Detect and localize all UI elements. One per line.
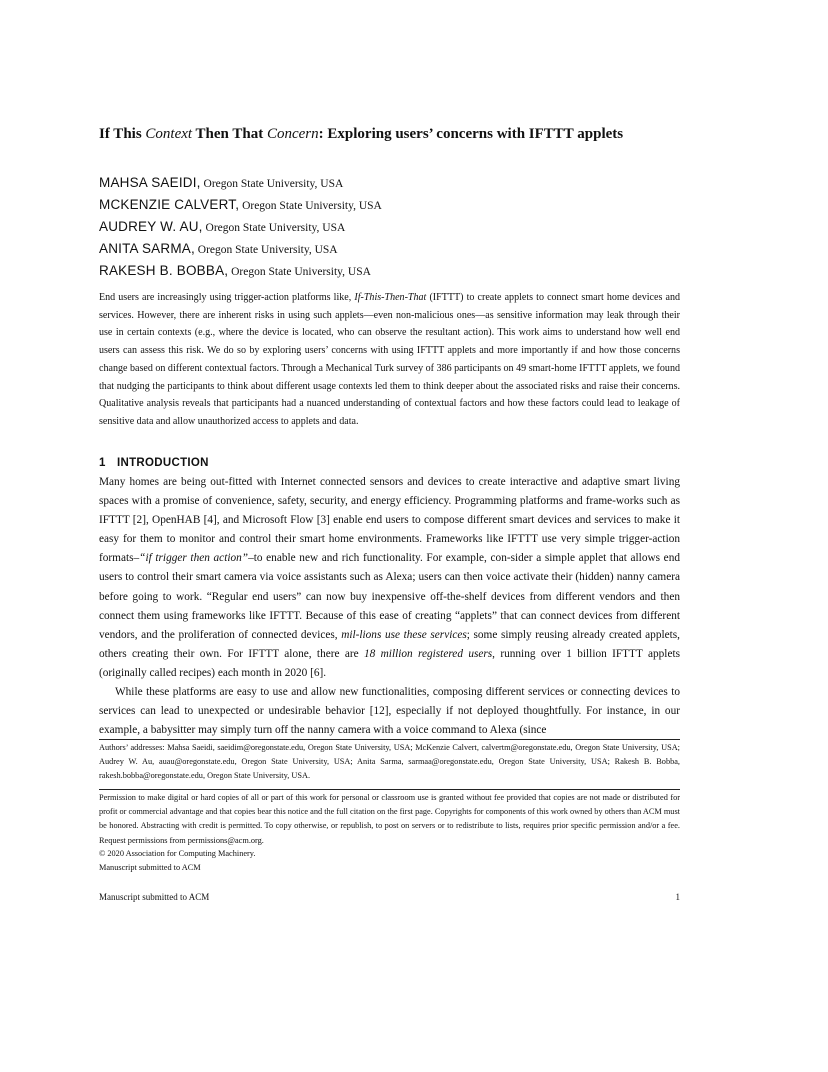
- title-emphasis-concern: Concern: [266, 126, 319, 142]
- body-paragraph: [99, 473, 680, 683]
- body-text-run: Many homes are being out-fitted with Internet connected sensors and devices to create interactive and adaptive smart living spaces with a promise of convenience, safety, security, and energy efficiency. Programming platforms and frame-works such as IFTTT [2], OpenHAB [4], and Microsoft Flow [3] enable end users to compose different smart devices and services to make it easy for them to monitor and control their smart home environments. Frameworks like IFTTT use very simple trigger-action formats–: [99, 476, 680, 565]
- author-list: [99, 172, 680, 282]
- body-emphasis: mil-lions use these services: [341, 628, 467, 641]
- author-affiliation: Oregon State University, USA: [194, 244, 338, 256]
- author-addresses-footnote: Authors’ addresses: Mahsa Saeidi, saeidim@oregonstate.edu, Oregon State University, USA; McKenzie Calvert, calvertm@oregonstate.edu, Oregon State University, USA; Audrey W. Au, auau@oregonstate.edu, Oregon State University, USA; Anita Sarma, sarmaa@oregonstate.edu, Oregon State University, USA; Rakesh B. Bobba, rakesh.bobba@oregonstate.edu, Oregon State University, USA.: [99, 743, 680, 781]
- author-entry: [99, 238, 680, 260]
- copyright-notice: © 2020 Association for Computing Machinery.: [99, 849, 256, 858]
- body-emphasis: “if trigger then action”: [139, 552, 249, 565]
- page-footer: [99, 890, 680, 904]
- section-heading: [99, 455, 209, 471]
- abstract-emphasis: If-This-Then-That: [354, 292, 427, 303]
- author-affiliation: Oregon State University, USA: [239, 200, 382, 212]
- paper-title: [99, 124, 680, 144]
- section-title: INTRODUCTION: [117, 457, 209, 469]
- footnote-divider: [99, 739, 680, 740]
- author-affiliation: Oregon State University, USA: [228, 266, 371, 278]
- body-text-run: , running over 1 billion IFTTT applets (originally called recipes) each month in 2020 [6].: [99, 647, 680, 679]
- author-entry: [99, 172, 680, 194]
- title-part-1: If This: [99, 126, 146, 142]
- author-entry: [99, 194, 680, 216]
- author-name: ANITA SARMA,: [99, 241, 195, 256]
- body-text-run: ; some simply reusing already created applets, others creating their own. For IFTTT alone, there are: [99, 628, 680, 660]
- author-name: AUDREY W. AU,: [99, 219, 203, 234]
- title-part-3: Then That: [192, 126, 267, 142]
- abstract-text: (IFTTT) to create applets to connect smart home devices and services. However, there are inherent risks in using such applets—even non-malicious ones—as sensitive information may leak through their use in certain contexts (e.g., where the device is located, who can observe the resultant action). This work aims to understand how well end users can assess this risk. We do so by exploring users’ concerns with using IFTTT applets and more importantly if and how those concerns change based on different contextual factors. Through a Mechanical Turk survey of 386 participants on 49 smart-home IFTTT applets, we found that nudging the participants to think about different usage contexts led them to think deeper about the associated risks and raise their concerns. Qualitative analysis reveals that participants had a nuanced understanding of contextual factors and how these factors could lead to leakage of sensitive data and allow unauthorized access to applets and data.: [99, 292, 680, 427]
- abstract: [99, 289, 680, 431]
- author-name: MCKENZIE CALVERT,: [99, 197, 240, 212]
- footer-left-text: Manuscript submitted to ACM: [99, 892, 210, 902]
- title-part-5: : Exploring users’ concerns with IFTTT applets: [318, 126, 624, 142]
- author-affiliation: Oregon State University, USA: [202, 222, 346, 234]
- introduction-body: [99, 473, 680, 740]
- author-entry: [99, 216, 680, 238]
- author-name: MAHSA SAEIDI,: [99, 175, 201, 190]
- author-affiliation: Oregon State University, USA: [200, 178, 344, 190]
- page-number: 1: [675, 892, 680, 902]
- permission-notice: Permission to make digital or hard copies of all or part of this work for personal or classroom use is granted without fee provided that copies are not made or distributed for profit or commercial advantage and that copies bear this notice and the full citation on the first page. Copyrights for components of this work owned by others than ACM must be honored. Abstracting with credit is permitted. To copy otherwise, or republish, to post on servers or to redistribute to lists, requires prior specific permission and/or a fee. Request permissions from permissions@acm.org.: [99, 793, 680, 845]
- body-paragraph: While these platforms are easy to use and allow new functionalities, composing different services or connecting devices to services can lead to unexpected or undesirable behavior [12], especially if not deployed thoughtfully. For instance, in our example, a babysitter may simply turn off the nanny camera with a voice command to Alexa (since: [99, 686, 680, 737]
- abstract-text: End users are increasingly using trigger-action platforms like,: [99, 292, 355, 303]
- submission-note: Manuscript submitted to ACM: [99, 863, 201, 872]
- author-entry: [99, 260, 680, 282]
- body-text-run: –to enable new and rich functionality. For example, con-sider a simple applet that allows end users to control their smart camera via voice assistants such as Alexa; users can then voice activate their (hidden) nanny camera before going to work. “Regular end users” can now buy inexpensive off-the-shelf devices from different vendors and then connect them using frameworks like IFTTT. Because of this ease of creating “applets” that can connect devices from different vendors, and the proliferation of connected devices,: [99, 552, 680, 641]
- title-emphasis-context: Context: [145, 126, 193, 142]
- body-emphasis: 18 million registered users: [364, 647, 493, 660]
- section-number: 1: [99, 457, 106, 469]
- footnote-divider: [99, 789, 680, 790]
- author-name: RAKESH B. BOBBA,: [99, 263, 229, 278]
